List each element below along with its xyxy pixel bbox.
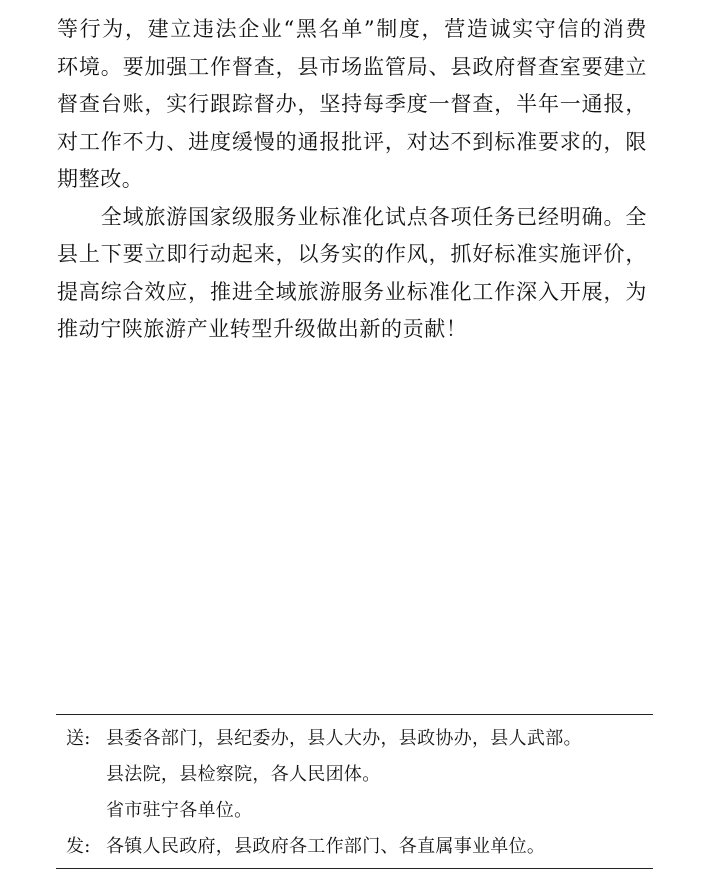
paragraph-1 — [57, 11, 647, 199]
send-recipients: 县委各部门，县纪委办，县人大办，县政协办，县人武部。 — [106, 728, 582, 749]
text-line: 督查台账，实行跟踪督办，坚持每季度一督查，半年一通报， — [57, 92, 647, 116]
text-line: 提高综合效应，推进全域旅游服务业标准化工作深入开展，为 — [57, 279, 647, 304]
send-recipients: 省市驻宁各单位。 — [106, 800, 253, 821]
text-line: 期整改。 — [57, 167, 144, 191]
text-line: 推动宁陕旅游产业转型升级做出新的贡献！ — [57, 317, 468, 341]
distribution-list — [66, 722, 646, 866]
paragraph-2 — [57, 199, 647, 349]
distribution-bottom-rule — [56, 868, 653, 869]
text-line: 环境。要加强工作督查，县市场监管局、县政府督查室要建立 — [57, 54, 647, 79]
issue-recipients: 各镇人民政府，县政府各工作部门、各直属事业单位。 — [106, 836, 546, 857]
send-row — [66, 722, 646, 758]
send-row-continued — [66, 794, 646, 830]
document-body — [57, 11, 647, 349]
issue-row — [66, 830, 646, 866]
issue-label: 发: — [66, 836, 91, 857]
send-label: 送: — [66, 728, 91, 749]
text-line: 对工作不力、进度缓慢的通报批评，对达不到标准要求的，限 — [57, 129, 647, 154]
text-line: 县上下要立即行动起来，以务实的作风，抓好标准实施评价， — [57, 242, 647, 266]
text-line: 等行为，建立违法企业“黑名单”制度，营造诚实守信的消费 — [57, 17, 647, 41]
send-row-continued — [66, 758, 646, 794]
text-line: 全域旅游国家级服务业标准化试点各项任务已经明确。全 — [57, 204, 647, 229]
distribution-top-rule — [56, 714, 653, 715]
send-recipients: 县法院，县检察院，各人民团体。 — [106, 764, 381, 785]
